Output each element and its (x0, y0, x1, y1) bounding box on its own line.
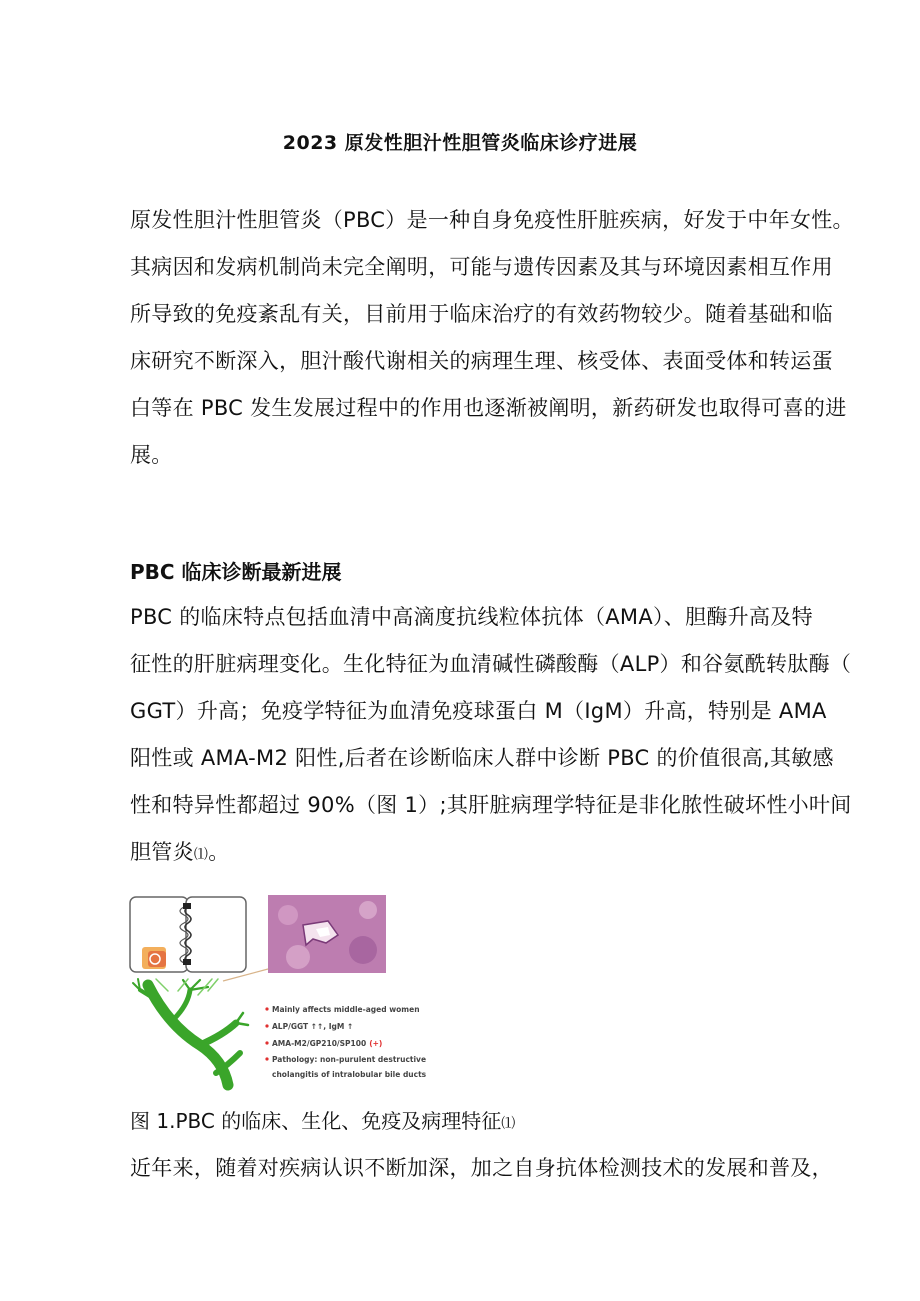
section-heading: PBC 临床诊断最新进展 (130, 560, 342, 584)
figure-caption (130, 1104, 515, 1141)
text-line-last (130, 829, 810, 876)
bullet-dot (265, 1024, 268, 1027)
feature-list (265, 1005, 426, 1079)
text-line: 近年来，随着对疾病认识不断加深，加之自身抗体检测技术的发展和普及， (130, 1156, 833, 1180)
feature-item: ALP/GGT ↑↑, IgM ↑ (272, 1022, 354, 1031)
reference-mark: ⑴ (193, 847, 209, 863)
feature-item: Mainly affects middle-aged women (272, 1005, 420, 1014)
hepatocyte-diagram-icon (130, 897, 246, 972)
text-line: 原发性胆汁性胆管炎（PBC）是一种自身免疫性肝脏疾病，好发于中年女性。 (130, 208, 854, 232)
text-line: 征性的肝脏病理变化。生化特征为血清碱性磷酸酶（ALP）和谷氨酰转肽酶（ (130, 652, 852, 676)
text-fragment: 胆管炎 (130, 840, 194, 864)
text-line: 所导致的免疫紊乱有关，目前用于临床治疗的有效药物较少。随着基础和临 (130, 302, 833, 326)
reference-mark: ⑴ (501, 1116, 516, 1132)
full-stop: 。 (208, 840, 230, 864)
text-line: 其病因和发病机制尚未完全阐明，可能与遗传因素及其与环境因素相互作用 (130, 255, 833, 279)
feature-item: cholangitis of intralobular bile ducts (272, 1070, 427, 1079)
feature-item-text: AMA-M2/GP210/SP100 (272, 1039, 367, 1048)
text-line: 床研究不断深入，胆汁酸代谢相关的病理生理、核受体、表面受体和转运蛋 (130, 349, 833, 373)
diagnosis-paragraph (130, 594, 852, 876)
text-line: 阳性或 AMA-M2 阳性,后者在诊断临床人群中诊断 PBC 的价值很高,其敏感 (130, 746, 834, 770)
feature-item: Pathology: non-purulent destructive (272, 1055, 427, 1064)
text-line: 白等在 PBC 发生发展过程中的作用也逐渐被阐明，新药研发也取得可喜的进 (130, 396, 847, 420)
histology-image (268, 895, 386, 973)
intro-paragraph (130, 197, 854, 479)
bullet-dot (265, 1057, 268, 1060)
figure-pbc-features (128, 895, 438, 1092)
caption-text: 图 1.PBC 的临床、生化、免疫及病理特征 (130, 1109, 502, 1133)
page-title: 2023 原发性胆汁性胆管炎临床诊疗进展 (282, 132, 638, 154)
positive-mark: (+) (369, 1039, 383, 1048)
feature-item (272, 1039, 382, 1048)
text-line: 展。 (130, 443, 173, 467)
bile-duct-tree-icon (133, 979, 248, 1085)
bullet-dot (265, 1007, 268, 1010)
text-line: GGT）升高；免疫学特征为血清免疫球蛋白 M（IgM）升高，特别是 AMA (130, 699, 827, 723)
bullet-dot (265, 1041, 268, 1044)
text-line: PBC 的临床特点包括血清中高滴度抗线粒体抗体（AMA）、胆酶升高及特 (130, 605, 813, 629)
text-line: 性和特异性都超过 90%（图 1）;其肝脏病理学特征是非化脓性破坏性小叶间 (130, 793, 852, 817)
